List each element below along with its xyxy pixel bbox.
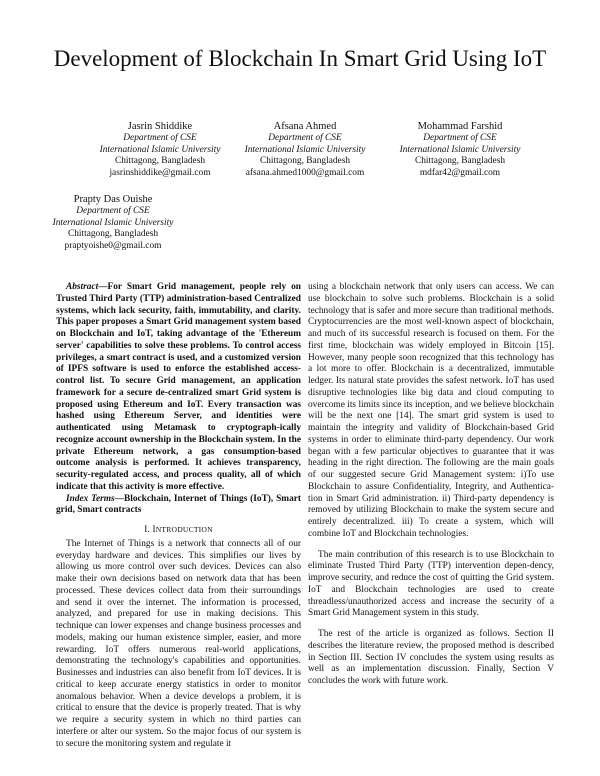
index-terms-lead: Index Terms <box>66 493 115 504</box>
author-block <box>18 194 208 253</box>
right-column <box>308 282 554 688</box>
author-email: jasrinshiddike@gmail.com <box>109 168 211 179</box>
author-city: Chittagong, Bangladesh <box>67 229 159 240</box>
author-department: Department of CSE <box>123 132 197 143</box>
author-email: mdfar42@gmail.com <box>419 168 501 179</box>
author-name: Jasrin Shiddike <box>127 121 193 132</box>
paper-title: Development of Blockchain In Smart Grid Using IoT <box>53 46 547 71</box>
abstract <box>56 282 301 494</box>
intro-continuation: using a blockchain network that only users can access. We can use blockchain to solve such problems. Blockchain is a solid technology that is safer and more secure than traditional methods. Cryptocurrencies are the most well-known aspect of blockchain, and much of its successful research is focused on them. For the first time, blockchain was widely employed in Bitcoin [15]. However, many people soon recognized that this technology has a lot more to offer. Blockchain is a decentralized, immutable ledger. Its natural state provides the safest network. IoT has used disruptive technologies like big data and cloud computing to overcome its limits since its inception, and we believe blockchain will be the next one [14]. The smart grid system is used to maintain the integrity and validity of Blockchain-based Grid systems in order to eliminate third-party dependency. Our work began with a few particular objectives to guarantee that it was heading in the right direction. The following are the main goals of our suggested secure Grid Management system: i)To use Blockchain to assure Confidentiality, Integrity, and Authentica-tion in Smart Grid administration. ii) Third-party dependency is removed by utilizing Blockchain to make the system secure and entirely decentralized. iii) To create a system, which will combine IoT and Blockchain technologies. <box>308 282 554 539</box>
contribution-paragraph: The main contribution of this research is to use Blockchain to eliminate Trusted Third Party (TTP) intervention depen-dency, improve security, and reduce the cost of quitting the Grid system. IoT and Blockchain technologies are used to create threadless/unauthorized access and increase the security of a Smart Grid Management system in this study. <box>308 549 554 619</box>
left-column <box>56 282 301 750</box>
author-name: Mohammad Farshid <box>417 121 503 132</box>
author-university: International Islamic University <box>52 217 174 228</box>
abstract-text: —For Smart Grid management, people rely on Trusted Third Party (TTP) administration-based Centralized systems, which lack security, faith, immutability, and clarity. This paper proposes a Smart Grid management system based on Blockchain and IoT, taking advantage of the 'Ethereum server' capabilities to solve these problems. To control access privileges, a smart contract is used, and a customized version of IPFS software is used to enforce the established access-control list. To secure Grid management, an application framework for a secure de-centralized smart Grid system is proposed using Ethereum and IoT. Every transaction was hashed using Ethereum Server, and identities were authenticated using Metamask to cryptograph-ically recognize account ownership in the Blockchain system. In the private Ethereum network, a gas consumption-based outcome analysis is performed. It achieves transparency, security-regulated access, and process quality, all of which indicate that this activity is more effective. <box>56 282 301 492</box>
index-terms <box>56 494 301 518</box>
author-department: Department of CSE <box>423 132 497 143</box>
section-initial: I <box>152 524 156 534</box>
author-university: International Islamic University <box>399 144 521 155</box>
intro-paragraph: The Internet of Things is a network that connects all of our everyday hardware and devices. This simplifies our lives by allowing us more control over such devices. Devices can also make their own decisions based on network data that has been processed. These devices collect data from their surroundings and send it over the internet. The information is processed, analyzed, and prepared for use in making decisions. This technique can lower expenses and change business processes and models, making our human existence simpler, easier, and more rewarding. IoT offers numerous real-world applications, demonstrating the technology's capabilities and opportunities. Businesses and industries can also benefit from IoT devices. It is critical to keep accurate energy statistics in order to monitor anomalous behavior. When a device develops a problem, it is critical to ensure that the device is properly treated. That is why we require a security system in which no third parties can interfere or alter our system. So the major focus of our system is to secure the monitoring system and regulate it <box>56 538 301 749</box>
author-city: Chittagong, Bangladesh <box>259 156 351 167</box>
author-email: afsana.ahmed1000@gmail.com <box>245 168 365 179</box>
section-number: I. <box>144 524 150 534</box>
section-title-rest: NTRODUCTION <box>155 525 213 534</box>
abstract-lead: Abstract <box>66 282 99 292</box>
author-city: Chittagong, Bangladesh <box>414 156 506 167</box>
author-department: Department of CSE <box>76 205 150 216</box>
author-university: International Islamic University <box>244 144 366 155</box>
author-name: Afsana Ahmed <box>273 121 337 132</box>
organization-paragraph: The rest of the article is organized as follows. Section II describes the literature review, the proposed method is described in Section III. Section IV concludes the system using results as well as an implementation discussion. Finally, Section V concludes the work with future work. <box>308 629 554 686</box>
author-email: praptyoishe0@gmail.com <box>64 241 162 252</box>
section-heading <box>56 524 301 536</box>
author-department: Department of CSE <box>268 132 342 143</box>
author-block <box>365 121 555 180</box>
author-city: Chittagong, Bangladesh <box>114 156 206 167</box>
index-terms-text: —Blockchain, Internet of Things (IoT), Smart grid, Smart contracts <box>56 493 301 516</box>
author-university: International Islamic University <box>99 144 221 155</box>
author-name: Prapty Das Ouishe <box>73 194 153 205</box>
